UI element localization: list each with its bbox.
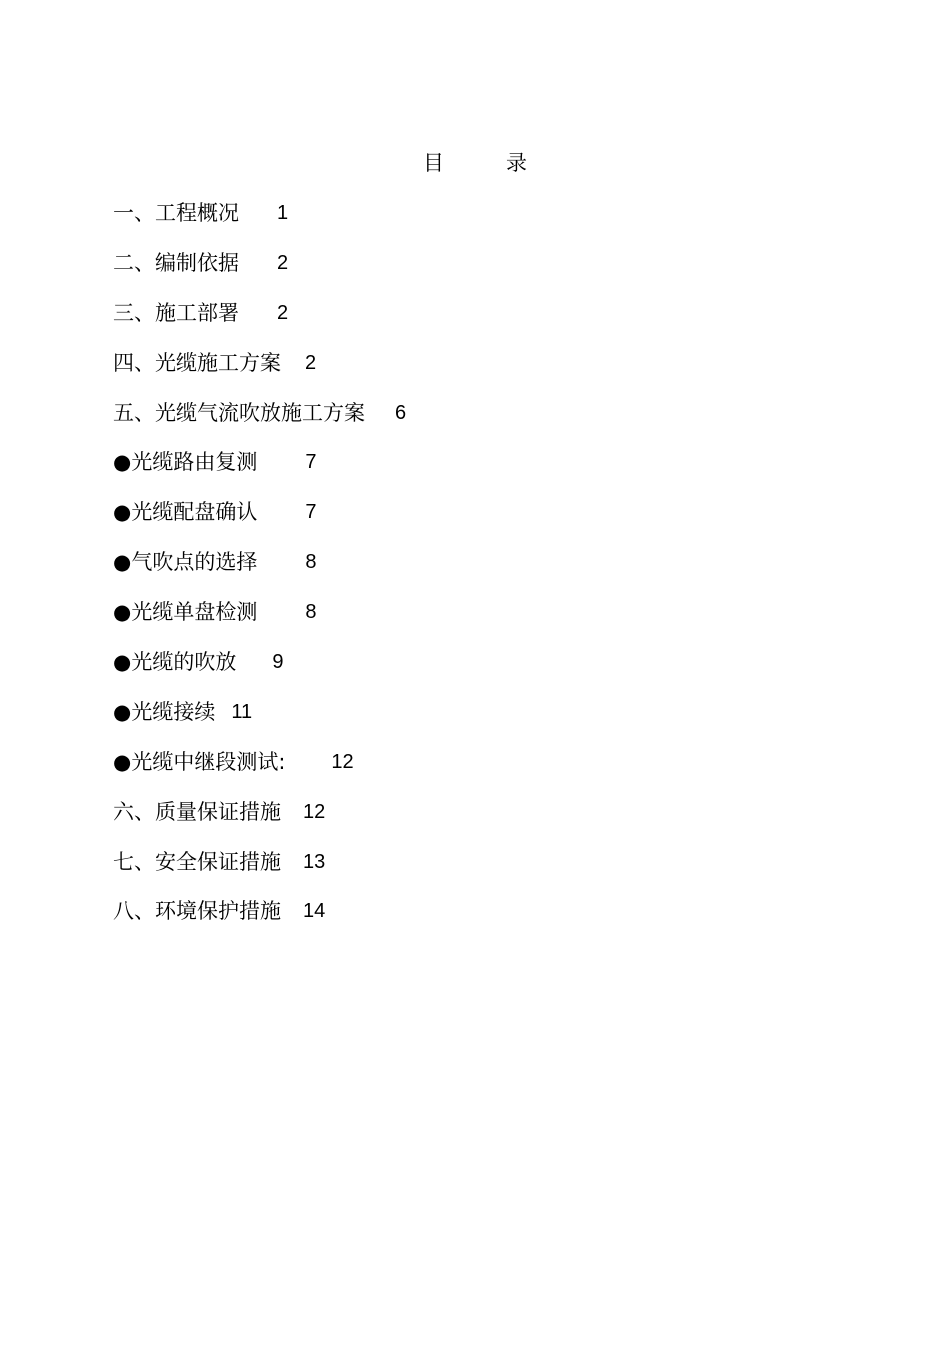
toc-item-page: 14 [303,900,326,923]
toc-item-label: 二、编制依据 [113,250,239,275]
toc-item-page: 7 [305,501,317,524]
toc-item-12 [113,745,406,795]
toc-item-page: 8 [305,551,317,574]
toc-item-7 [113,495,406,545]
toc-item-4 [113,346,406,396]
toc-item-page: 2 [277,301,289,324]
toc-item-label: ●气吹点的选择 [113,550,258,575]
toc-item-8 [113,545,406,595]
toc-item-page: 13 [303,850,326,873]
toc-item-page: 6 [395,401,407,424]
toc-item-page: 9 [272,651,284,674]
toc-item-label: ●光缆配盘确认 [113,500,258,525]
toc-item-label: ●光缆的吹放 [113,650,237,675]
toc-item-label: 三、施工部署 [113,300,239,325]
toc-item-10 [113,645,406,695]
toc-item-label: ●光缆接续 [113,699,216,724]
toc-item-14 [113,845,406,895]
toc-item-page: 2 [305,351,317,374]
toc-title [0,148,950,178]
toc-item-label: 八、环境保护措施 [113,899,281,924]
toc-item-11 [113,695,406,745]
toc-item-page: 7 [305,451,317,474]
toc-item-page: 11 [231,700,253,723]
toc-item-label: 五、光缆气流吹放施工方案 [113,400,365,425]
toc-item-page: 2 [277,251,289,274]
toc-item-1 [113,196,406,246]
toc-item-6 [113,445,406,495]
toc-item-label: ●光缆路由复测 [113,450,258,475]
toc-item-label: 一、工程概况 [113,201,239,225]
toc-list [113,196,406,944]
toc-item-2 [113,246,406,296]
toc-item-label: ●光缆单盘检测 [113,600,258,625]
toc-item-page: 12 [303,800,326,823]
toc-item-page: 12 [331,750,354,773]
toc-item-page: 1 [277,202,289,224]
toc-title-char-2: 录 [506,151,527,175]
toc-item-13 [113,795,406,845]
toc-item-page: 8 [305,601,317,624]
toc-item-label: 四、光缆施工方案 [113,350,281,375]
toc-item-9 [113,595,406,645]
toc-item-3 [113,296,406,346]
toc-item-label: ●光缆中继段测试: [113,749,286,774]
toc-item-15 [113,894,406,944]
toc-item-5 [113,396,406,446]
toc-item-label: 六、质量保证措施 [113,799,281,824]
toc-title-char-1: 目 [423,151,444,175]
toc-item-label: 七、安全保证措施 [113,849,281,874]
